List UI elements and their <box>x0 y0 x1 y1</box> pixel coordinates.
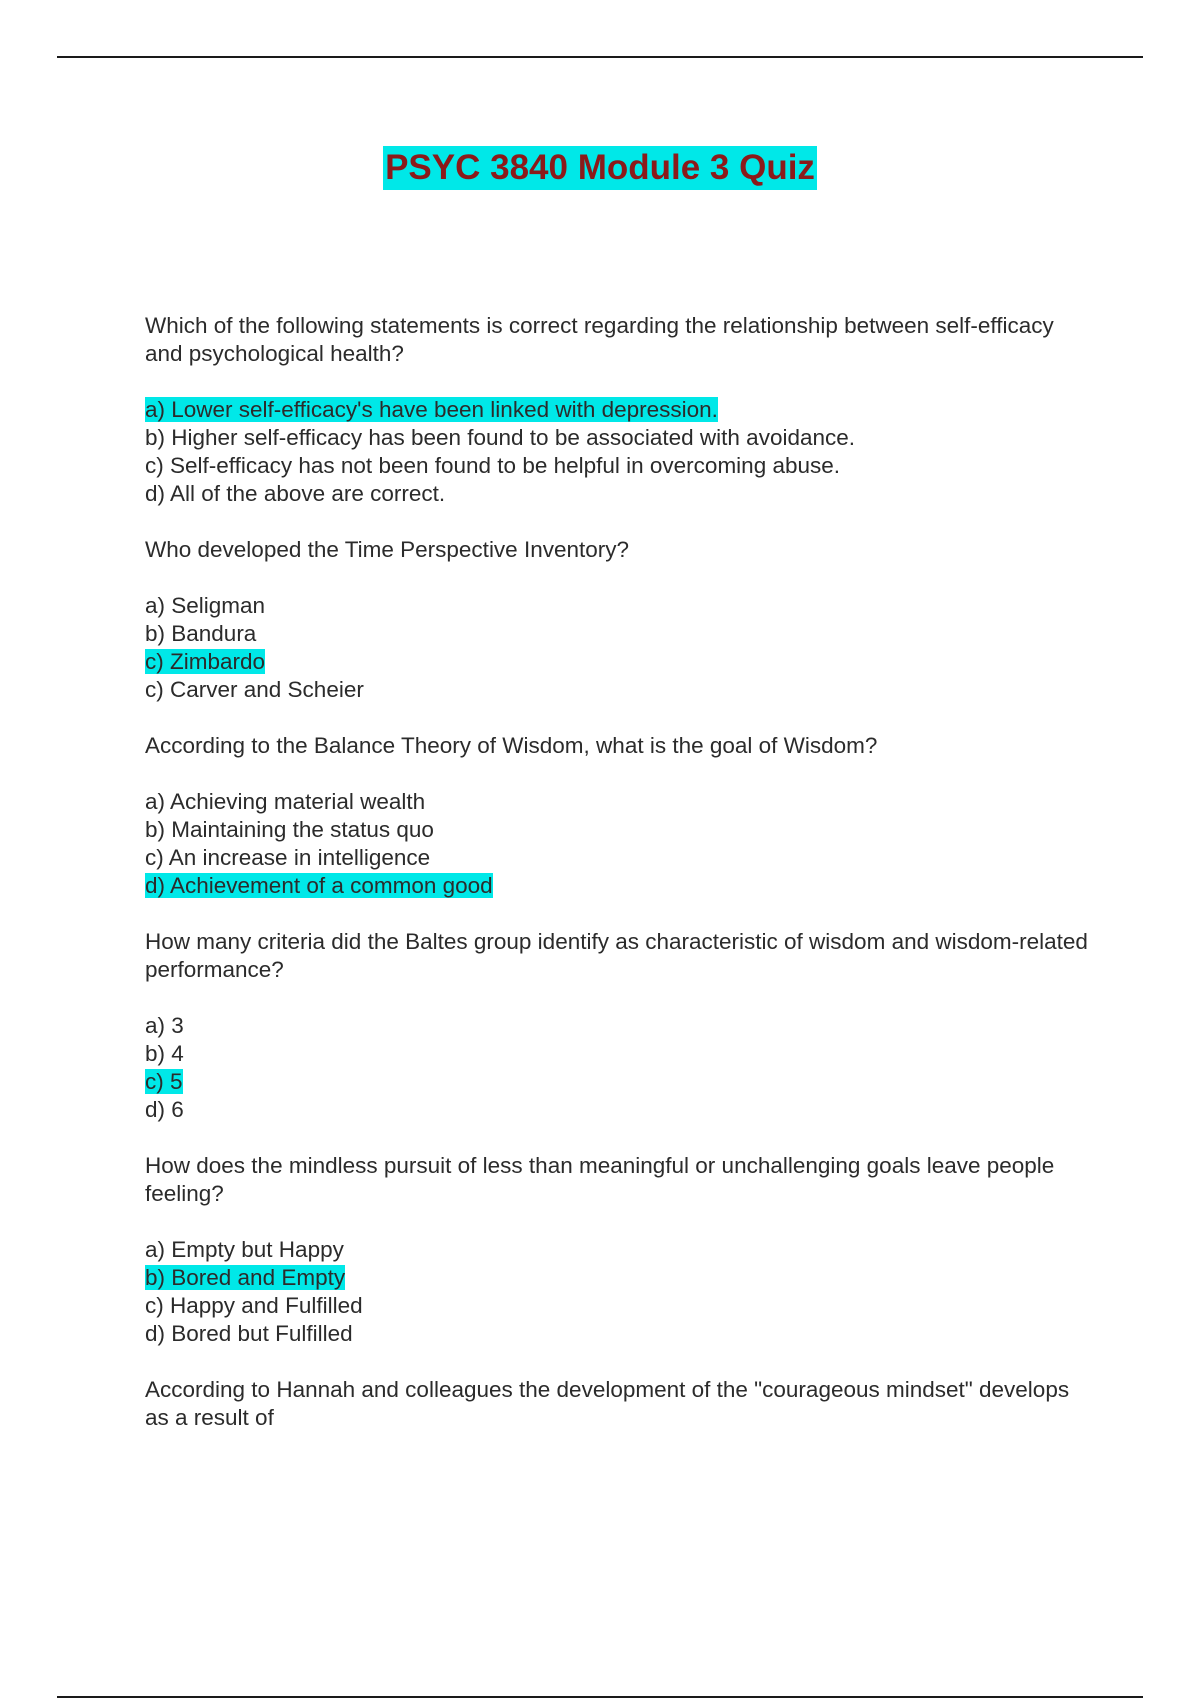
answer-options <box>145 396 1095 508</box>
question-text: Which of the following statements is correct regarding the relationship between self-efficacy and psychological health? <box>145 313 1054 366</box>
answer-option <box>145 1292 1095 1320</box>
answer-option <box>145 1236 1095 1264</box>
answer-option-label: b) Higher self-efficacy has been found to be associated with avoidance. <box>145 425 856 450</box>
question-block <box>145 1152 1095 1348</box>
bottom-rule <box>57 1696 1143 1698</box>
answer-option-label: c) Zimbardo <box>145 649 266 674</box>
answer-option <box>145 620 1095 648</box>
answer-option <box>145 424 1095 452</box>
answer-option <box>145 1040 1095 1068</box>
document-title: PSYC 3840 Module 3 Quiz <box>383 146 817 190</box>
answer-option <box>145 592 1095 620</box>
question-text: According to the Balance Theory of Wisdom, what is the goal of Wisdom? <box>145 733 878 758</box>
question-block <box>145 732 1095 900</box>
answer-option-label: c) 5 <box>145 1069 183 1094</box>
answer-options <box>145 788 1095 900</box>
question-block <box>145 1376 1095 1432</box>
answer-option <box>145 1096 1095 1124</box>
question-block <box>145 536 1095 704</box>
answer-option-label: c) Carver and Scheier <box>145 677 364 702</box>
question-text: How does the mindless pursuit of less than meaningful or unchallenging goals leave people feeling? <box>145 1153 1055 1206</box>
answer-options <box>145 592 1095 704</box>
answer-options <box>145 1012 1095 1124</box>
top-rule <box>57 56 1143 58</box>
answer-option-label: c) An increase in intelligence <box>145 845 431 870</box>
answer-option-highlighted <box>145 1068 1095 1096</box>
answer-option <box>145 816 1095 844</box>
answer-option-label: b) Bandura <box>145 621 257 646</box>
answer-option <box>145 480 1095 508</box>
answer-option-label: b) 4 <box>145 1041 184 1066</box>
answer-option-label: a) Achieving material wealth <box>145 789 426 814</box>
question-text: Who developed the Time Perspective Inventory? <box>145 537 630 562</box>
answer-option-label: d) Bored but Fulfilled <box>145 1321 353 1346</box>
question-block <box>145 312 1095 508</box>
answer-option-label: c) Happy and Fulfilled <box>145 1293 363 1318</box>
answer-option <box>145 788 1095 816</box>
answer-option-label: a) Lower self-efficacy's have been linked with depression. <box>145 397 718 422</box>
answer-option-label: a) Empty but Happy <box>145 1237 344 1262</box>
answer-option-highlighted <box>145 1264 1095 1292</box>
answer-option <box>145 1012 1095 1040</box>
answer-option-label: b) Bored and Empty <box>145 1265 346 1290</box>
question-block <box>145 928 1095 1124</box>
answer-option <box>145 1320 1095 1348</box>
answer-option-label: d) 6 <box>145 1097 184 1122</box>
quiz-content <box>145 312 1095 1460</box>
answer-option-label: b) Maintaining the status quo <box>145 817 434 842</box>
answer-options <box>145 1236 1095 1348</box>
answer-option <box>145 676 1095 704</box>
answer-option-label: d) Achievement of a common good <box>145 873 493 898</box>
question-text: According to Hannah and colleagues the development of the "courageous mindset" develops as a result of <box>145 1377 1070 1430</box>
answer-option <box>145 452 1095 480</box>
answer-option-label: c) Self-efficacy has not been found to be helpful in overcoming abuse. <box>145 453 841 478</box>
answer-option-highlighted <box>145 872 1095 900</box>
question-text: How many criteria did the Baltes group identify as characteristic of wisdom and wisdom-related performance? <box>145 929 1088 982</box>
answer-option-highlighted <box>145 648 1095 676</box>
answer-option-label: a) 3 <box>145 1013 184 1038</box>
answer-option <box>145 844 1095 872</box>
title-wrap <box>0 146 1200 190</box>
answer-option-highlighted <box>145 396 1095 424</box>
answer-option-label: a) Seligman <box>145 593 266 618</box>
answer-option-label: d) All of the above are correct. <box>145 481 446 506</box>
